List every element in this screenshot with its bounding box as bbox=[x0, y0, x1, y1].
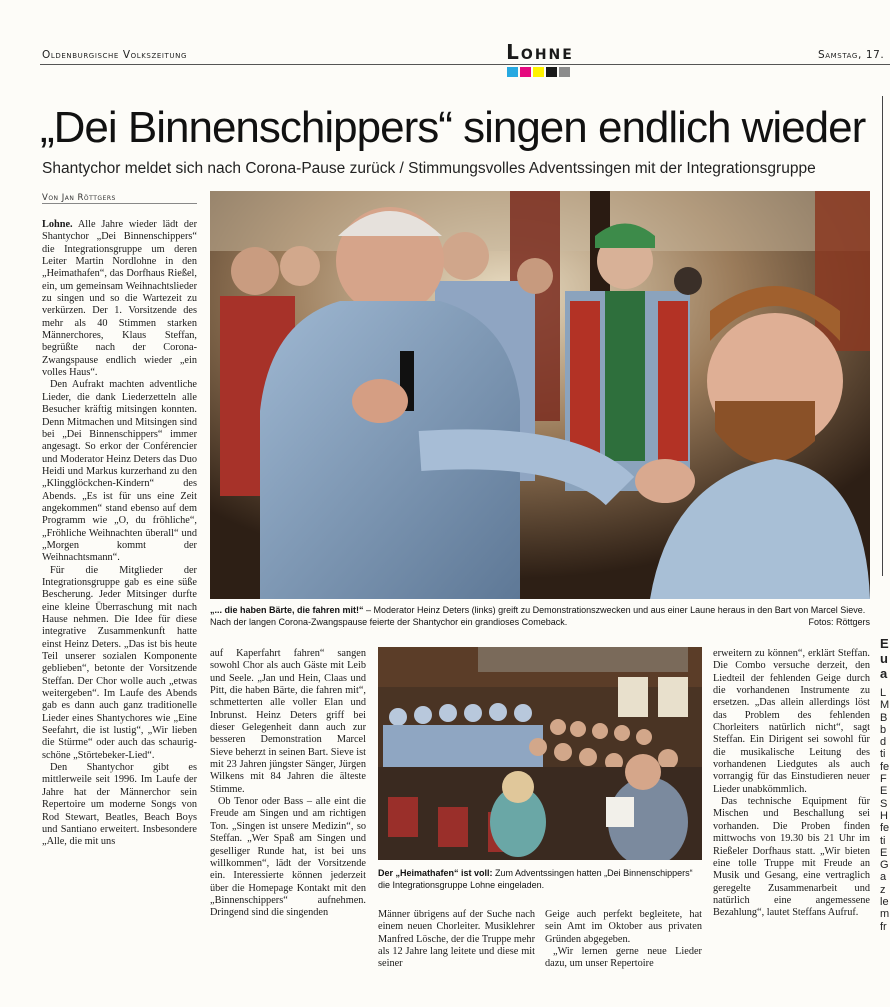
dateline: Lohne. bbox=[42, 219, 73, 230]
color-mark-cyan bbox=[507, 67, 518, 77]
newspaper-name: Oldenburgische Volkszeitung bbox=[42, 49, 188, 61]
caption-lead: „... die haben Bärte, die fahren mit!“ bbox=[210, 605, 364, 615]
article-byline: Von Jan Röttgers bbox=[42, 193, 116, 203]
section-title: Lohne bbox=[506, 40, 574, 64]
secondary-photo-caption bbox=[378, 867, 702, 891]
fragment-line: ti bbox=[880, 834, 886, 847]
paragraph: Geige auch perfekt begleitete, hat sein Amt im Oktober aus privaten Gründen abgegeben. bbox=[545, 909, 702, 945]
paragraph: Den Shantychor gibt es mittlerweile seit 1996. Im Laufe der Jahre hat der Männerchor sein Repertoire um moderne Songs von Rod Stewart, Beatles, Beach Boys und Santiano erweitert. Insbesondere „Alle, die mit uns bbox=[42, 762, 197, 848]
color-mark-black bbox=[546, 67, 557, 77]
caption-text: – Moderator Heinz Deters (links) greift zu Demonstrationszwecken und aus einer Laune heraus in den Bart von Marcel Sieve. Nach der langen Corona-Zwangspause feierte der Shantychor ein grandioses Comeback. bbox=[210, 605, 866, 627]
paragraph: Das technische Equipment für Mischen und Beschallung sei vorhanden. Die Proben finden mittwochs von 19.30 bis 21 Uhr im Rießeler Dorfhaus statt. „Wir bieten eine tolle Truppe mit Freude an Musik und Gesang, eine vertraglich geregelte Zusammenarbeit und natürlich eine angemessene Bezahlung“, lautet Steffans Aufruf. bbox=[713, 796, 870, 919]
photo-credit: Fotos: Röttgers bbox=[808, 617, 870, 627]
fragment-line: E bbox=[880, 846, 888, 859]
color-mark-magenta bbox=[520, 67, 531, 77]
article-column-3 bbox=[378, 909, 535, 971]
paragraph-text: Alle Jahre wieder lädt der Shantychor „Dei Binnenschippers“ die Integrationsgruppe um deren Leiter Martin Nordlohne in den „Heimathafen“, das Dorfhaus Rießel, ein, um gemeinsam Weihnachtslieder zu singen und so die Wartezeit zu verkürzen. Der 1. Vorsitzende des mehr als 40 Stimmen starken Männerchores, Klaus Steffan, begrüßte nach der Corona-Zwangspause endlich wieder „ein volles Haus“. bbox=[42, 219, 197, 379]
caption-lead: Der „Heimathafen“ ist voll: bbox=[378, 868, 493, 878]
fragment-line: m bbox=[880, 908, 890, 921]
paragraph: Ob Tenor oder Bass – alle eint die Freude am Singen und am richtigen Ton. „Singen ist unsere Medizin“, so Steffan. „Wer Spaß am Singen und geselliger Runde hat, ist bei uns willkommen“, lädt der Vorsitzende ein. Interessierte können jederzeit über die Homepage Kontakt mit den „Binnenschippers“ aufnehmen. Dringend sind die singenden bbox=[210, 796, 366, 919]
fragment-line: fr bbox=[880, 920, 887, 933]
fragment-line: d bbox=[880, 736, 887, 749]
color-mark-yellow bbox=[533, 67, 544, 77]
photo-full-hall bbox=[378, 647, 702, 860]
main-photo-caption bbox=[210, 604, 870, 628]
article-column-5 bbox=[713, 648, 870, 920]
byline-rule bbox=[42, 203, 197, 204]
fragment-line: H bbox=[880, 809, 888, 822]
article-column-1 bbox=[42, 219, 197, 849]
article-headline: „Dei Binnenschippers“ singen endlich wieder bbox=[40, 103, 866, 152]
fragment-line: S bbox=[880, 797, 888, 810]
fragment-line: z bbox=[880, 883, 886, 896]
issue-date: Samstag, 17. bbox=[818, 49, 885, 61]
print-color-marks bbox=[507, 67, 570, 77]
next-article-fragment bbox=[880, 636, 889, 933]
fragment-line: E bbox=[880, 785, 888, 798]
fragment-line: M bbox=[880, 699, 890, 712]
paragraph: auf Kaperfahrt fahren“ sangen sowohl Chor als auch Gäste mit Leib und Seele. „Jan und Hein, Claas und Pitt, die haben Bärte, die fahren mit“, schmetterten alle voller Elan und Inbrunst. Heinz Deters griff bei dieser Gelegenheit dann auch zur besseren Demonstration Marcel Sieve beherzt in seinen Bart. Sieve ist mit 23 Jahren jüngster Sänger, Jürgen Wilkens mit 84 Jahren die älteste Stimme. bbox=[210, 648, 366, 795]
fragment-line: L bbox=[880, 687, 887, 699]
fragment-heading-line: E bbox=[880, 636, 889, 651]
fragment-line: fe bbox=[880, 822, 890, 835]
fragment-line: b bbox=[880, 723, 887, 736]
paragraph: Den Aufrakt machten adventliche Lieder, die dank Liederzetteln alle Besucher kräftig mitsingen konnten. Denn Mitmachen und Mitsingen sind bei „Dei Binnenschippers“ immer angesagt. So erkor der Conférencier und Moderator Heinz Deters das Duo Heidi und Markus kurzerhand zu den „Klingglöckchen-Kindern“ des Abends. „Es ist für uns eine Zeit angekommen“ stand ebenso auf dem Programm wie „O, du fröhliche“, „Fröhliche Weihnachten überall“ und „Morgen kommt der Weihnachtsmann“. bbox=[42, 379, 197, 564]
secondary-photo bbox=[378, 647, 702, 860]
color-mark-gray bbox=[559, 67, 570, 77]
paragraph: Für die Mitglieder der Integrationsgruppe gab es eine süße Bescherung. Jeder Mitsinger durfte eine kleine Überraschung mit nach Hause nehmen. Die Idee für diese integrative Zusammenkunft hatte einst Heinz Deters. „Das ist bis heute Teil unserer sozialen Komponente geblieben“, betonte der Vorsitzende Steffan. Der Chor wolle auch „etwas weitergeben“. Im Laufe des Abends gab es dann auch ganz traditionelle Lieder eines Shantychores wie „Eine Seefahrt, die ist lustig“, „Wir lieben die Stürme“ oder auch das schaurig-schöne „Störtebeker-Lied“. bbox=[42, 564, 197, 761]
article-column-4 bbox=[545, 909, 702, 971]
caption-text: Zum Adventssingen hatten „Dei Binnenschippers“ die Integrationsgruppe Lohne eingeladen. bbox=[378, 868, 693, 890]
paragraph: Männer übrigens auf der Suche nach einem neuen Chorleiter. Musiklehrer Manfred Lösche, der die Truppe mehr als 12 Jahre lang leitete und diese mit seiner bbox=[378, 909, 535, 970]
header-rule bbox=[40, 64, 890, 65]
fragment-line: a bbox=[880, 871, 887, 884]
fragment-heading-line: u bbox=[880, 651, 888, 666]
fragment-line: F bbox=[880, 773, 887, 786]
fragment-heading-line: a bbox=[880, 666, 888, 681]
fragment-line: ti bbox=[880, 748, 886, 761]
article-subline: Shantychor meldet sich nach Corona-Pause zurück / Stimmungsvolles Adventssingen mit der Integrationsgruppe bbox=[42, 160, 816, 177]
fragment-line: fe bbox=[880, 760, 890, 773]
photo-choir-singer-beard bbox=[210, 191, 870, 599]
sidebar-rule bbox=[882, 96, 883, 576]
fragment-line: le bbox=[880, 896, 889, 909]
article-column-2 bbox=[210, 648, 366, 920]
paragraph: erweitern zu können“, erklärt Steffan. Die Combo versuche derzeit, den Liedteil der fehlenden Geige durch die vorhandenen Instrumente zu ersetzen. „Das allein allerdings löst das Problem des fehlenden Chorleiters natürlich nicht“, sagt Steffan. Ein Dirigent sei sowohl für die musikalische Leitung des vorhandenen Liedgutes als auch vorrangig für das Einstudieren neuer Lieder unabkömmlich. bbox=[713, 648, 870, 795]
fragment-line: G bbox=[880, 859, 889, 872]
fragment-line: B bbox=[880, 711, 888, 724]
paragraph: „Wir lernen gerne neue Lieder dazu, um unser Repertoire bbox=[545, 946, 702, 970]
main-photo bbox=[210, 191, 870, 599]
paragraph bbox=[42, 219, 197, 379]
